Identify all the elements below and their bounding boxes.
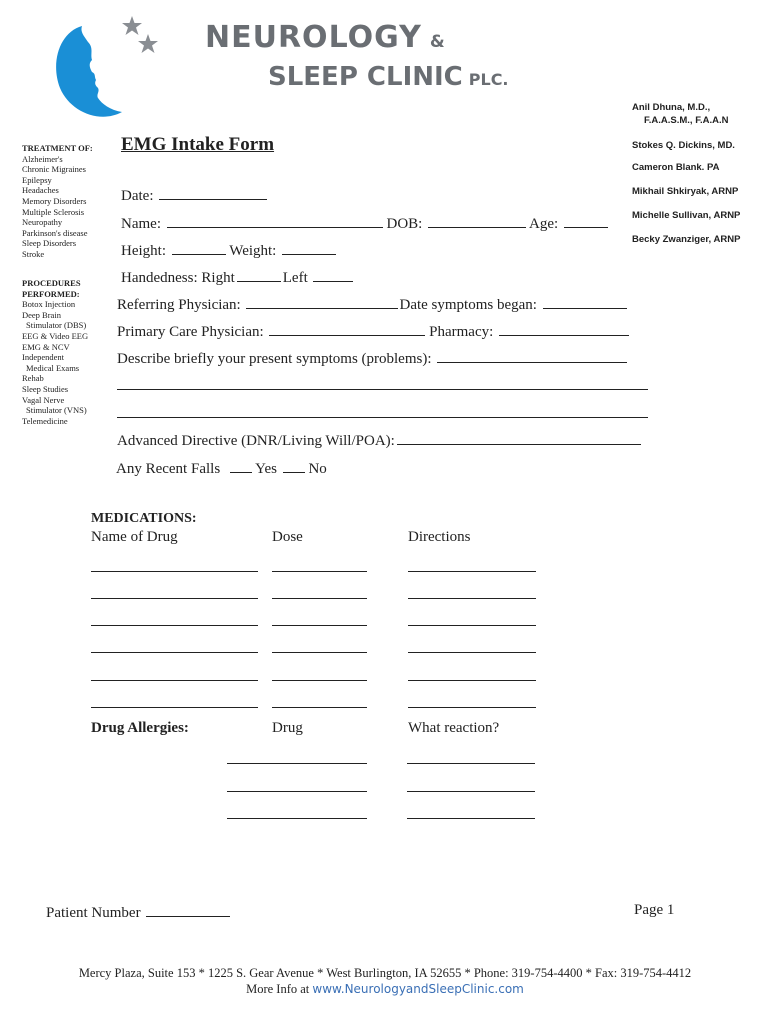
medication-dose-line[interactable]: [272, 598, 367, 599]
weight-field[interactable]: [282, 240, 336, 255]
medication-dose-line[interactable]: [272, 571, 367, 572]
medication-directions-line[interactable]: [408, 652, 536, 653]
procedure-item: EMG & NCV: [22, 341, 70, 352]
patient-number-label: Patient Number: [46, 905, 141, 921]
staff-name: Michelle Sullivan, ARNP: [632, 210, 741, 221]
allergy-reaction-line[interactable]: [407, 791, 535, 792]
medication-drug-line[interactable]: [91, 625, 258, 626]
weight-label: Weight:: [229, 243, 277, 259]
medication-directions-line[interactable]: [408, 680, 536, 681]
describe-row: [117, 348, 627, 368]
right-label: Right: [201, 270, 235, 286]
page-number: Page 1: [634, 902, 675, 918]
treatment-item: Sleep Disorders: [22, 238, 77, 249]
no-label: No: [308, 461, 327, 477]
medication-dose-line[interactable]: [272, 652, 367, 653]
height-weight-row: [121, 240, 336, 260]
falls-no-field[interactable]: [283, 458, 305, 473]
medication-drug-line[interactable]: [91, 707, 258, 708]
treatment-item: Epilepsy: [22, 174, 52, 185]
form-title: EMG Intake Form: [121, 134, 275, 155]
patient-number-field[interactable]: [146, 902, 230, 917]
medication-dose-column-header: Dose: [272, 529, 303, 545]
medication-directions-line[interactable]: [408, 707, 536, 708]
advanced-directive-row: [117, 430, 641, 450]
staff-name: Becky Zwanziger, ARNP: [632, 234, 741, 245]
treatment-item: Alzheimer's: [22, 153, 63, 164]
procedures-heading: PROCEDURES: [22, 278, 81, 288]
more-info-label: More Info at: [246, 982, 310, 996]
medication-directions-line[interactable]: [408, 625, 536, 626]
procedure-item: Stimulator (VNS): [26, 405, 87, 416]
sidebar-treatments: [22, 143, 93, 260]
recent-falls-label: Any Recent Falls: [116, 461, 221, 477]
advanced-directive-field[interactable]: [397, 430, 641, 445]
procedures-heading: PERFORMED:: [22, 288, 80, 299]
allergy-reaction-line[interactable]: [407, 763, 535, 764]
treatment-item: Stroke: [22, 248, 45, 259]
dob-label: DOB:: [386, 216, 423, 232]
symptoms-line[interactable]: [117, 417, 648, 418]
treatment-item: Neuropathy: [22, 217, 63, 228]
date-field[interactable]: [159, 185, 267, 200]
sidebar-procedures: [22, 278, 88, 426]
staff-name: Stokes Q. Dickins, MD.: [632, 140, 735, 151]
falls-row: [116, 458, 327, 478]
footer-more-info: [0, 982, 770, 997]
medication-directions-column-header: Directions: [408, 529, 471, 545]
handedness-row: [121, 267, 353, 287]
procedure-item: Stimulator (DBS): [26, 320, 87, 331]
clinic-name-line2: SLEEP CLINIC PLC.: [268, 62, 509, 92]
allergy-reaction-line[interactable]: [407, 818, 535, 819]
medications-heading: MEDICATIONS:: [91, 511, 197, 526]
date-label: Date:: [121, 188, 154, 204]
left-hand-field[interactable]: [313, 267, 353, 282]
referring-physician-field[interactable]: [246, 294, 398, 309]
staff-name: Anil Dhuna, M.D.,: [632, 102, 711, 113]
moon-face-logo-mark: [56, 26, 122, 117]
right-hand-field[interactable]: [237, 267, 281, 282]
pharmacy-field[interactable]: [499, 321, 629, 336]
date-symptoms-began-label: Date symptoms began:: [399, 297, 537, 313]
date-symptoms-began-field[interactable]: [543, 294, 627, 309]
dob-field[interactable]: [428, 213, 526, 228]
medication-drug-line[interactable]: [91, 598, 258, 599]
referring-physician-label: Referring Physician:: [117, 297, 241, 313]
symptoms-line[interactable]: [117, 389, 648, 390]
medication-dose-line[interactable]: [272, 625, 367, 626]
treatment-item: Multiple Sclerosis: [22, 206, 85, 217]
procedure-item: Vagal Nerve: [22, 394, 65, 405]
star-icon: [138, 34, 158, 53]
treatments-heading: TREATMENT OF:: [22, 143, 93, 153]
star-icon: [122, 16, 142, 35]
allergy-drug-line[interactable]: [227, 791, 367, 792]
height-field[interactable]: [172, 240, 226, 255]
procedure-item: Rehab: [22, 373, 44, 384]
yes-label: Yes: [255, 461, 277, 477]
medication-directions-line[interactable]: [408, 598, 536, 599]
staff-credentials: F.A.A.S.M., F.A.A.N: [644, 115, 729, 126]
medication-dose-line[interactable]: [272, 680, 367, 681]
left-label: Left: [282, 270, 308, 286]
treatment-item: Headaches: [22, 185, 59, 196]
medication-drug-line[interactable]: [91, 571, 258, 572]
describe-symptoms-label: Describe briefly your present symptoms (problems):: [117, 351, 432, 367]
clinic-name-line1: NEUROLOGY &: [205, 20, 446, 55]
treatment-item: Memory Disorders: [22, 195, 87, 206]
footer-address: Mercy Plaza, Suite 153 * 1225 S. Gear Avenue * West Burlington, IA 52655 * Phone: 319-754-4400 * Fax: 319-754-4412: [78, 966, 692, 980]
referring-row: [117, 294, 627, 314]
clinic-logo: [52, 14, 162, 124]
medication-dose-line[interactable]: [272, 707, 367, 708]
treatment-item: Chronic Migraines: [22, 164, 86, 175]
describe-symptoms-field[interactable]: [437, 348, 627, 363]
treatment-item: Parkinson's disease: [22, 227, 88, 238]
primary-care-physician-field[interactable]: [269, 321, 425, 336]
procedure-item: Botox Injection: [22, 299, 76, 310]
handedness-label: Handedness:: [121, 270, 198, 286]
staff-name: Cameron Blank. PA: [632, 162, 720, 173]
patient-number-row: [46, 902, 230, 922]
staff-name: Mikhail Shkiryak, ARNP: [632, 186, 739, 197]
medication-drug-line[interactable]: [91, 680, 258, 681]
name-field[interactable]: [167, 213, 383, 228]
procedure-item: Deep Brain: [22, 309, 61, 320]
date-row: [121, 185, 267, 205]
procedure-item: Sleep Studies: [22, 383, 69, 394]
pharmacy-label: Pharmacy:: [429, 324, 494, 340]
primary-care-physician-label: Primary Care Physician:: [117, 324, 264, 340]
allergy-drug-column-header: Drug: [272, 720, 303, 736]
falls-yes-field[interactable]: [230, 458, 252, 473]
procedure-item: Medical Exams: [26, 362, 80, 373]
procedure-item: Independent: [22, 352, 65, 363]
allergy-drug-line[interactable]: [227, 763, 367, 764]
allergy-reaction-column-header: What reaction?: [408, 720, 500, 736]
name-row: [121, 213, 608, 233]
medication-drug-column-header: Name of Drug: [91, 529, 178, 545]
medication-drug-line[interactable]: [91, 652, 258, 653]
medication-directions-line[interactable]: [408, 571, 536, 572]
height-label: Height:: [121, 243, 166, 259]
name-label: Name:: [121, 216, 161, 232]
procedure-item: EEG & Video EEG: [22, 330, 89, 341]
allergy-drug-line[interactable]: [227, 818, 367, 819]
pcp-row: [117, 321, 629, 341]
age-field[interactable]: [564, 213, 608, 228]
drug-allergies-heading: Drug Allergies:: [91, 720, 189, 736]
age-label: Age:: [529, 216, 559, 232]
advanced-directive-label: Advanced Directive (DNR/Living Will/POA):: [117, 433, 395, 449]
website-link[interactable]: www.NeurologyandSleepClinic.com: [312, 982, 524, 996]
procedure-item: Telemedicine: [22, 415, 68, 426]
